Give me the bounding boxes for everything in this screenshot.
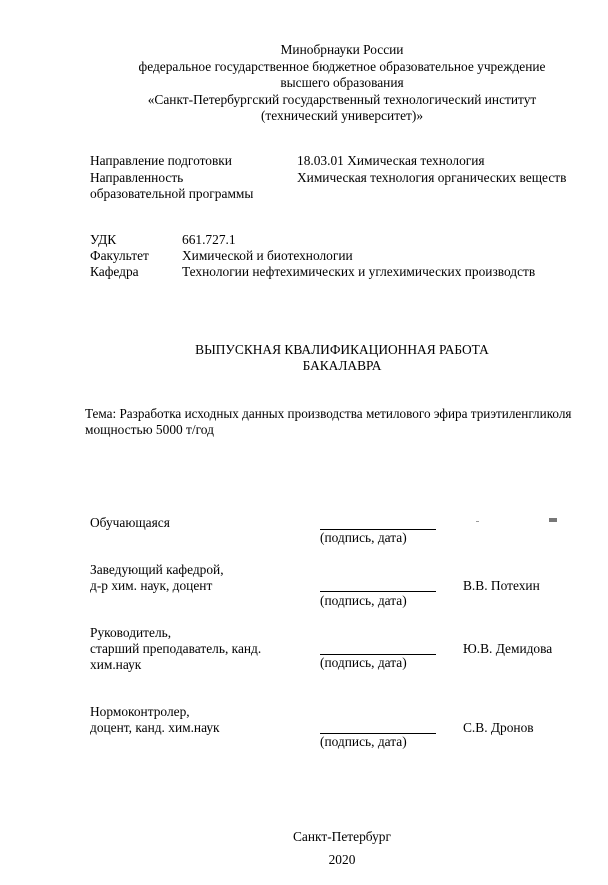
focus-value: Химическая технология органических веществ	[297, 170, 567, 185]
focus-label: Направленность	[90, 170, 184, 185]
ministry-name: Минобрнауки России	[280, 42, 404, 57]
normcontrol-signature-caption: (подпись, дата)	[320, 734, 407, 749]
institution-type: федеральное государственное бюджетное образовательное учреждение	[138, 59, 546, 74]
student-role: Обучающаяся	[90, 515, 170, 530]
scan-artifact	[476, 521, 479, 522]
udk-label: УДК	[90, 232, 117, 247]
head-name: В.В. Потехин	[463, 578, 540, 593]
topic-line-1: Тема: Разработка исходных данных производства метилового эфира триэтиленгликоля	[85, 406, 572, 421]
head-signature-line	[320, 591, 436, 592]
udk-value: 661.727.1	[182, 232, 236, 247]
head-title: д-р хим. наук, доцент	[90, 578, 213, 593]
student-signature-caption: (подпись, дата)	[320, 530, 407, 545]
direction-value: 18.03.01 Химическая технология	[297, 153, 485, 168]
scan-artifact	[549, 518, 557, 522]
normcontrol-role: Нормоконтролер,	[90, 704, 190, 719]
city: Санкт-Петербург	[293, 829, 391, 844]
supervisor-title: старший преподаватель, канд.	[90, 641, 262, 656]
supervisor-role: Руководитель,	[90, 625, 172, 640]
degree-title: БАКАЛАВРА	[302, 358, 382, 373]
normcontrol-name: С.В. Дронов	[463, 720, 534, 735]
head-role: Заведующий кафедрой,	[90, 562, 224, 577]
focus-label-2: образовательной программы	[90, 186, 254, 201]
head-signature-caption: (подпись, дата)	[320, 593, 407, 608]
department-value: Технологии нефтехимических и углехимических производств	[182, 264, 536, 279]
institute-name: «Санкт-Петербургский государственный технологический институт	[147, 92, 537, 107]
supervisor-name: Ю.В. Демидова	[463, 641, 553, 656]
faculty-value: Химической и биотехнологии	[182, 248, 353, 263]
faculty-label: Факультет	[90, 248, 149, 263]
work-title: ВЫПУСКНАЯ КВАЛИФИКАЦИОННАЯ РАБОТА	[195, 342, 489, 357]
supervisor-signature-caption: (подпись, дата)	[320, 655, 407, 670]
year: 2020	[328, 852, 356, 867]
topic-line-2: мощностью 5000 т/год	[85, 422, 214, 437]
department-label: Кафедра	[90, 264, 139, 279]
supervisor-degree: хим.наук	[90, 657, 142, 672]
normcontrol-title: доцент, канд. хим.наук	[90, 720, 220, 735]
education-level: высшего образования	[280, 75, 404, 90]
direction-label: Направление подготовки	[90, 153, 232, 168]
university-name: (технический университет)»	[260, 108, 424, 123]
